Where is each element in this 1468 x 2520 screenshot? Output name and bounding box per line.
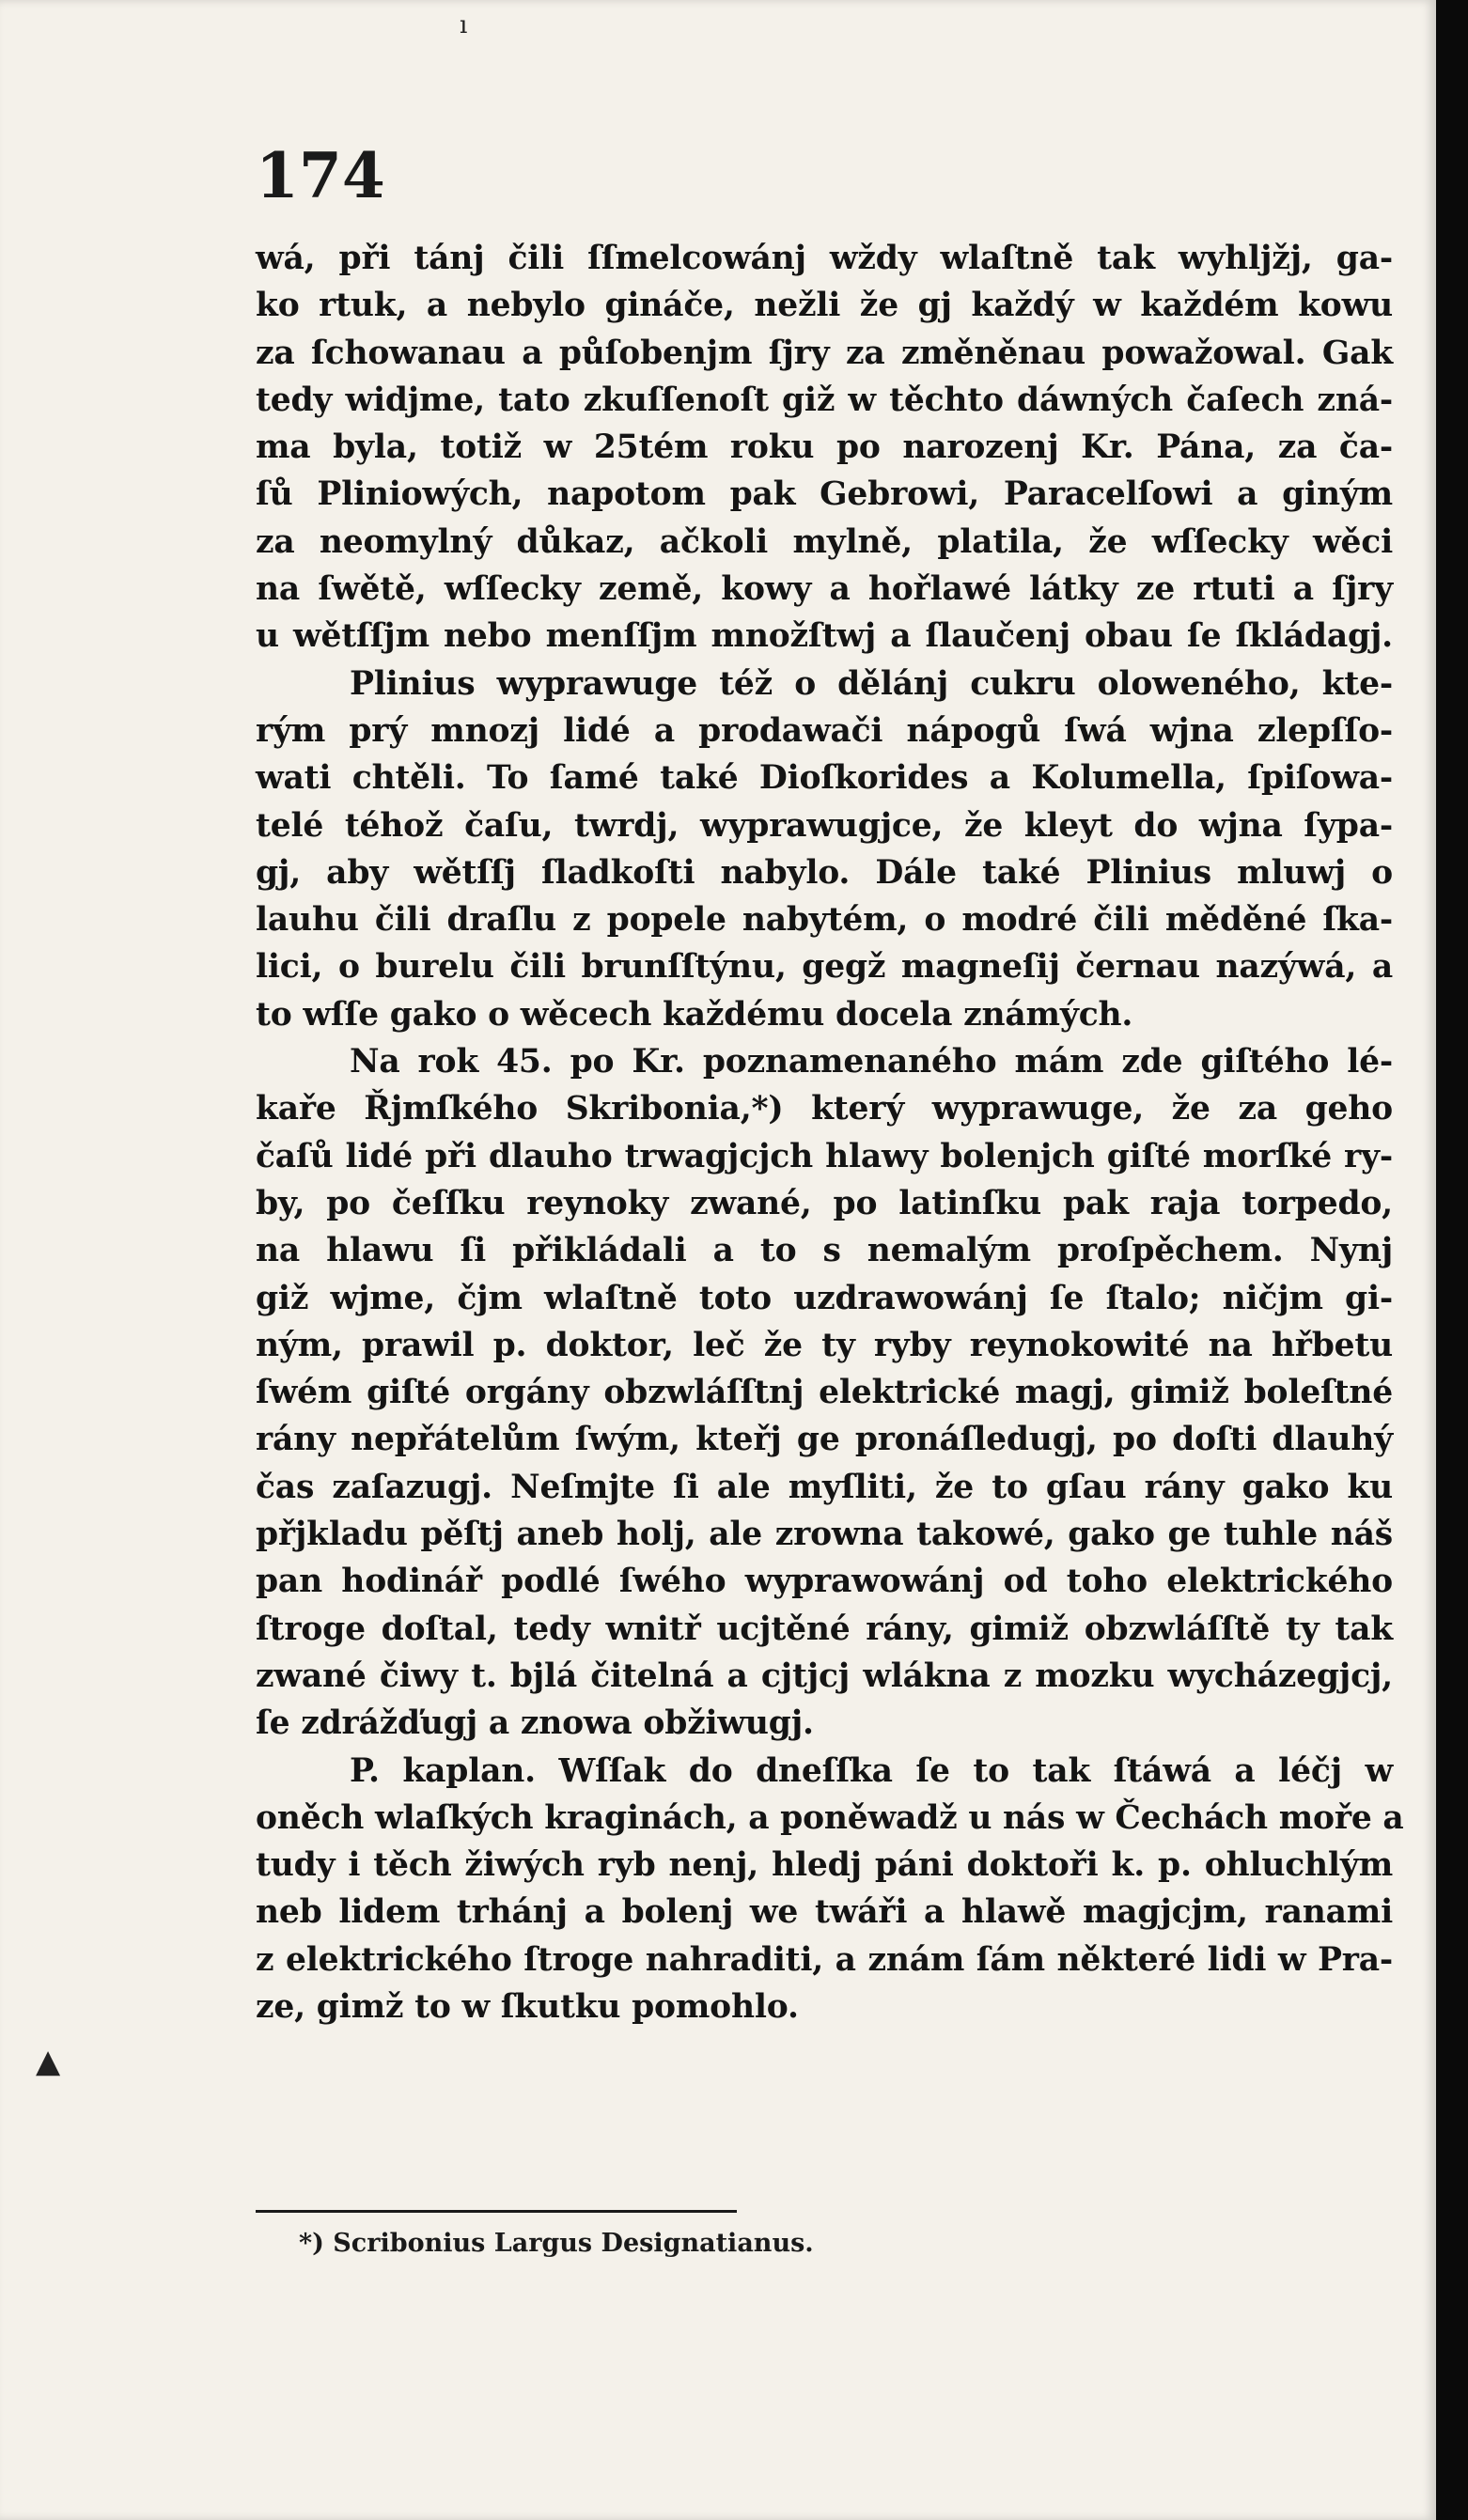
- text-line: na ſwětě, wſſecky země, kowy a hořlawé látky ze rtuti a ſjry: [256, 570, 1393, 609]
- text-line: z elektrického ſtroge nahraditi, a znám ſám některé lidi w Pra-: [256, 1940, 1393, 1979]
- text-line: čas zaſazugj. Neſmjte ſi ale myſliti, že to gſau rány gako ku: [256, 1468, 1393, 1506]
- text-line: telé téhož čaſu, twrdj, wyprawugjce, že kleyt do wjna ſypa-: [256, 806, 1393, 845]
- text-line: tudy i těch žiwých ryb nenj, hledj páni doktoři k. p. ohluchlým: [256, 1846, 1393, 1885]
- text-line: za neomylný důkaz, ačkoli mylně, platila, že wſſecky wěci: [256, 522, 1393, 561]
- text-line: rány nepřátelům ſwým, kteřj ge pronáſledugj, po doſti dlauhý: [256, 1421, 1393, 1459]
- text-line: rým prý mnozj lidé a prodawači nápogů ſwá wjna zlepſſo-: [256, 711, 1393, 750]
- text-line: ſtroge doſtal, tedy wnitř ucjtěné rány, gimiž obzwláſſtě ty tak: [256, 1610, 1393, 1648]
- text-line: gj, aby wětſſj ſladkoſti nabylo. Dále také Plinius mluwj o: [256, 853, 1393, 892]
- text-line: u wětſſjm nebo menſſjm množſtwj a ſlaučenj obau ſe ſkládagj.: [256, 617, 1393, 656]
- text-line: ſů Pliniowých, napotom pak Gebrowi, Paracelſowi a giným: [256, 475, 1393, 514]
- ink-mark-left: ▲: [36, 2043, 61, 2080]
- text-line: ma byla, totiž w 25tém roku po narozenj Kr. Pána, za ča-: [256, 428, 1393, 467]
- scan-border: [1436, 0, 1468, 2520]
- text-line: ſwém giſté orgány obzwláſſtnj elektrické magj, gimiž boleſtné: [256, 1374, 1393, 1412]
- text-line: wá, při tánj čili ſſmelcowánj wždy wlaſtně tak wyhljžj, ga-: [256, 240, 1393, 277]
- page-number: 174: [256, 139, 385, 212]
- body-text: [256, 235, 1404, 2030]
- text-line: kaře Řjmſkého Skribonia,*) který wyprawuge, že za geho: [256, 1090, 1393, 1128]
- ink-mark-top: ı: [460, 11, 468, 39]
- text-line: wati chtěli. To ſamé také Dioſkorides a Kolumella, ſpiſowa-: [256, 759, 1393, 798]
- text-line: by, po čeſſku reynoky zwané, po latinſku pak raja torpedo,: [256, 1184, 1393, 1222]
- text-line: giž wjme, čjm wlaſtně toto uzdrawowánj ſe ſtalo; ničjm gi-: [256, 1279, 1393, 1317]
- text-line: ným, prawil p. doktor, leč že ty ryby reynokowité na hřbetu: [256, 1326, 1393, 1364]
- text-line: ſe zdrážďugj a znowa obžiwugj.: [256, 1704, 814, 1743]
- text-line: pan hodinář podlé ſwého wyprawowánj od toho elektrického: [256, 1563, 1393, 1601]
- footnote-divider: [256, 2210, 737, 2213]
- text-line: neb lidem trhánj a bolenj we twáři a hlawě magjcjm, ranami: [256, 1893, 1393, 1932]
- text-line: lauhu čili draſlu z popele nabytém, o modré čili měděné ſka-: [256, 901, 1393, 940]
- text-line: lici, o burelu čili brunſſtýnu, gegž magneſij černau nazýwá, a: [256, 948, 1393, 987]
- text-line: na hlawu ſi přikládali a to s nemalým proſpěchem. Nynj: [256, 1232, 1393, 1270]
- footnote: *) Scribonius Largus Designatianus.: [299, 2229, 814, 2258]
- text-line: za ſchowanau a půſobenjm ſjry za změněnau powažowal. Gak: [256, 334, 1393, 372]
- text-line: oněch wlaſkých kraginách, a poněwadž u nás w Čechách moře a: [256, 1798, 1404, 1837]
- text-line: to wſſe gako o wěcech každému docela známých.: [256, 995, 1133, 1034]
- text-line: tedy widjme, tato zkuſſenoſt giž w těchto dáwných čaſech zná-: [256, 381, 1393, 419]
- text-line: Plinius wyprawuge též o dělánj cukru oloweného, kte-: [350, 664, 1393, 703]
- text-line: Na rok 45. po Kr. poznamenaného mám zde giſtého lé-: [350, 1043, 1393, 1081]
- text-line: ze, gimž to w ſkutku pomohlo.: [256, 1987, 799, 2026]
- text-line: čaſů lidé při dlauho trwagjcjch hlawy bolenjch giſté morſké ry-: [256, 1137, 1393, 1175]
- text-line: zwané čiwy t. bjlá čitelná a cjtjcj wlákna z mozku wycházegjcj,: [256, 1657, 1393, 1695]
- text-line: přjkladu pěſtj aneb holj, ale zrowna takowé, gako ge tuhle náš: [256, 1516, 1393, 1554]
- text-line: P. kaplan. Wſſak do dneſſka ſe to tak ſtáwá a léčj w: [350, 1751, 1393, 1790]
- text-line: ko rtuk, a nebylo gináče, nežli že gj každý w každém kowu: [256, 287, 1393, 325]
